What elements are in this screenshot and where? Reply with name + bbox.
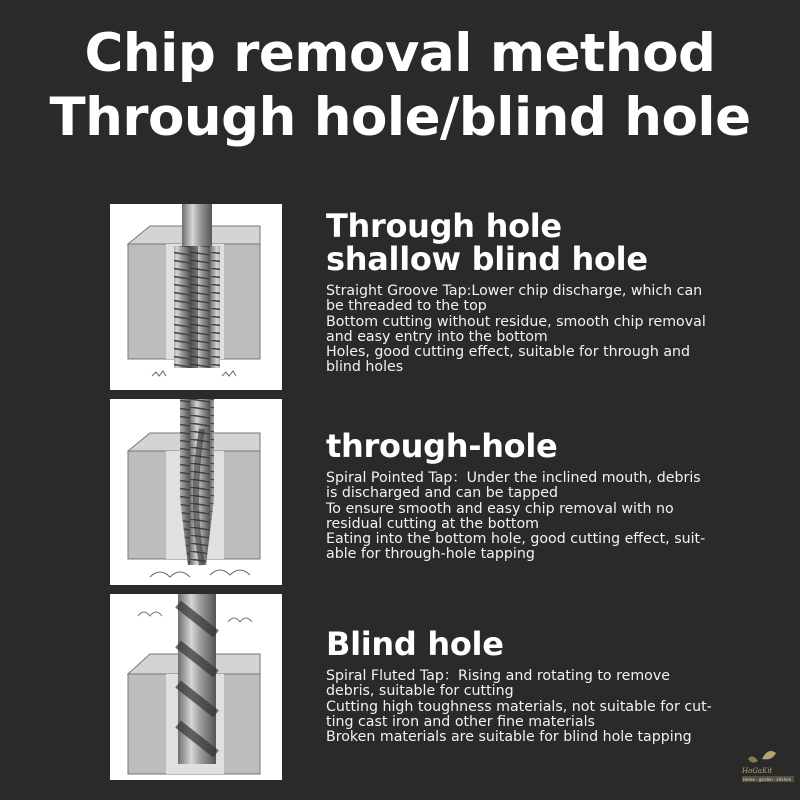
desc-line: Spiral Fluted Tap：Rising and rotating to remove bbox=[326, 668, 670, 684]
heading-line: Through hole bbox=[326, 207, 562, 245]
section-heading bbox=[326, 427, 746, 465]
desc-line: Cutting high toughness materials, not suitable for cut- bbox=[326, 698, 712, 715]
spiral-pointed-tap-image bbox=[110, 399, 282, 585]
desc-line: Spiral Pointed Tap：Under the inclined mouth, debris bbox=[326, 470, 701, 486]
section-through-shallow bbox=[326, 207, 746, 376]
section-description bbox=[326, 471, 746, 563]
title-line-1: Chip removal method bbox=[84, 23, 716, 84]
desc-line: debris, suitable for cutting bbox=[326, 683, 514, 700]
section-through-hole bbox=[326, 427, 746, 563]
desc-line: able for through-hole tapping bbox=[326, 546, 535, 563]
desc-line: is discharged and can be tapped bbox=[326, 485, 558, 502]
desc-line: and easy entry into the bottom bbox=[326, 328, 548, 345]
leaf-logo-icon bbox=[740, 745, 796, 785]
heading-line: Blind hole bbox=[326, 625, 504, 663]
desc-line: Broken materials are suitable for blind hole tapping bbox=[326, 729, 692, 746]
spiral-fluted-tap-icon bbox=[110, 594, 282, 780]
page-title bbox=[0, 22, 800, 150]
section-description bbox=[326, 284, 746, 376]
section-description bbox=[326, 669, 746, 745]
desc-line: be threaded to the top bbox=[326, 298, 487, 315]
desc-line: Bottom cutting without residue, smooth chip removal bbox=[326, 313, 706, 330]
logo-tagline: Home · garden · kitchen bbox=[743, 777, 792, 782]
desc-line: blind holes bbox=[326, 359, 404, 376]
heading-line: through-hole bbox=[326, 427, 558, 465]
spiral-pointed-tap-icon bbox=[110, 399, 282, 585]
heading-line: shallow blind hole bbox=[326, 240, 648, 278]
desc-line: ting cast iron and other fine materials bbox=[326, 713, 595, 730]
desc-line: Holes, good cutting effect, suitable for through and bbox=[326, 344, 691, 361]
section-heading bbox=[326, 207, 746, 278]
section-heading bbox=[326, 625, 746, 663]
brand-logo bbox=[740, 745, 796, 785]
spiral-fluted-tap-image bbox=[110, 594, 282, 780]
desc-line: residual cutting at the bottom bbox=[326, 515, 539, 532]
section-blind-hole bbox=[326, 625, 746, 746]
straight-groove-tap-icon bbox=[110, 204, 282, 390]
logo-name: HoGaKit bbox=[742, 767, 773, 775]
straight-groove-tap-image bbox=[110, 204, 282, 390]
desc-line: To ensure smooth and easy chip removal with no bbox=[326, 500, 674, 517]
title-line-2: Through hole/blind hole bbox=[49, 87, 751, 148]
desc-line: Straight Groove Tap:Lower chip discharge, which can bbox=[326, 283, 703, 299]
desc-line: Eating into the bottom hole, good cutting effect, suit- bbox=[326, 531, 706, 548]
